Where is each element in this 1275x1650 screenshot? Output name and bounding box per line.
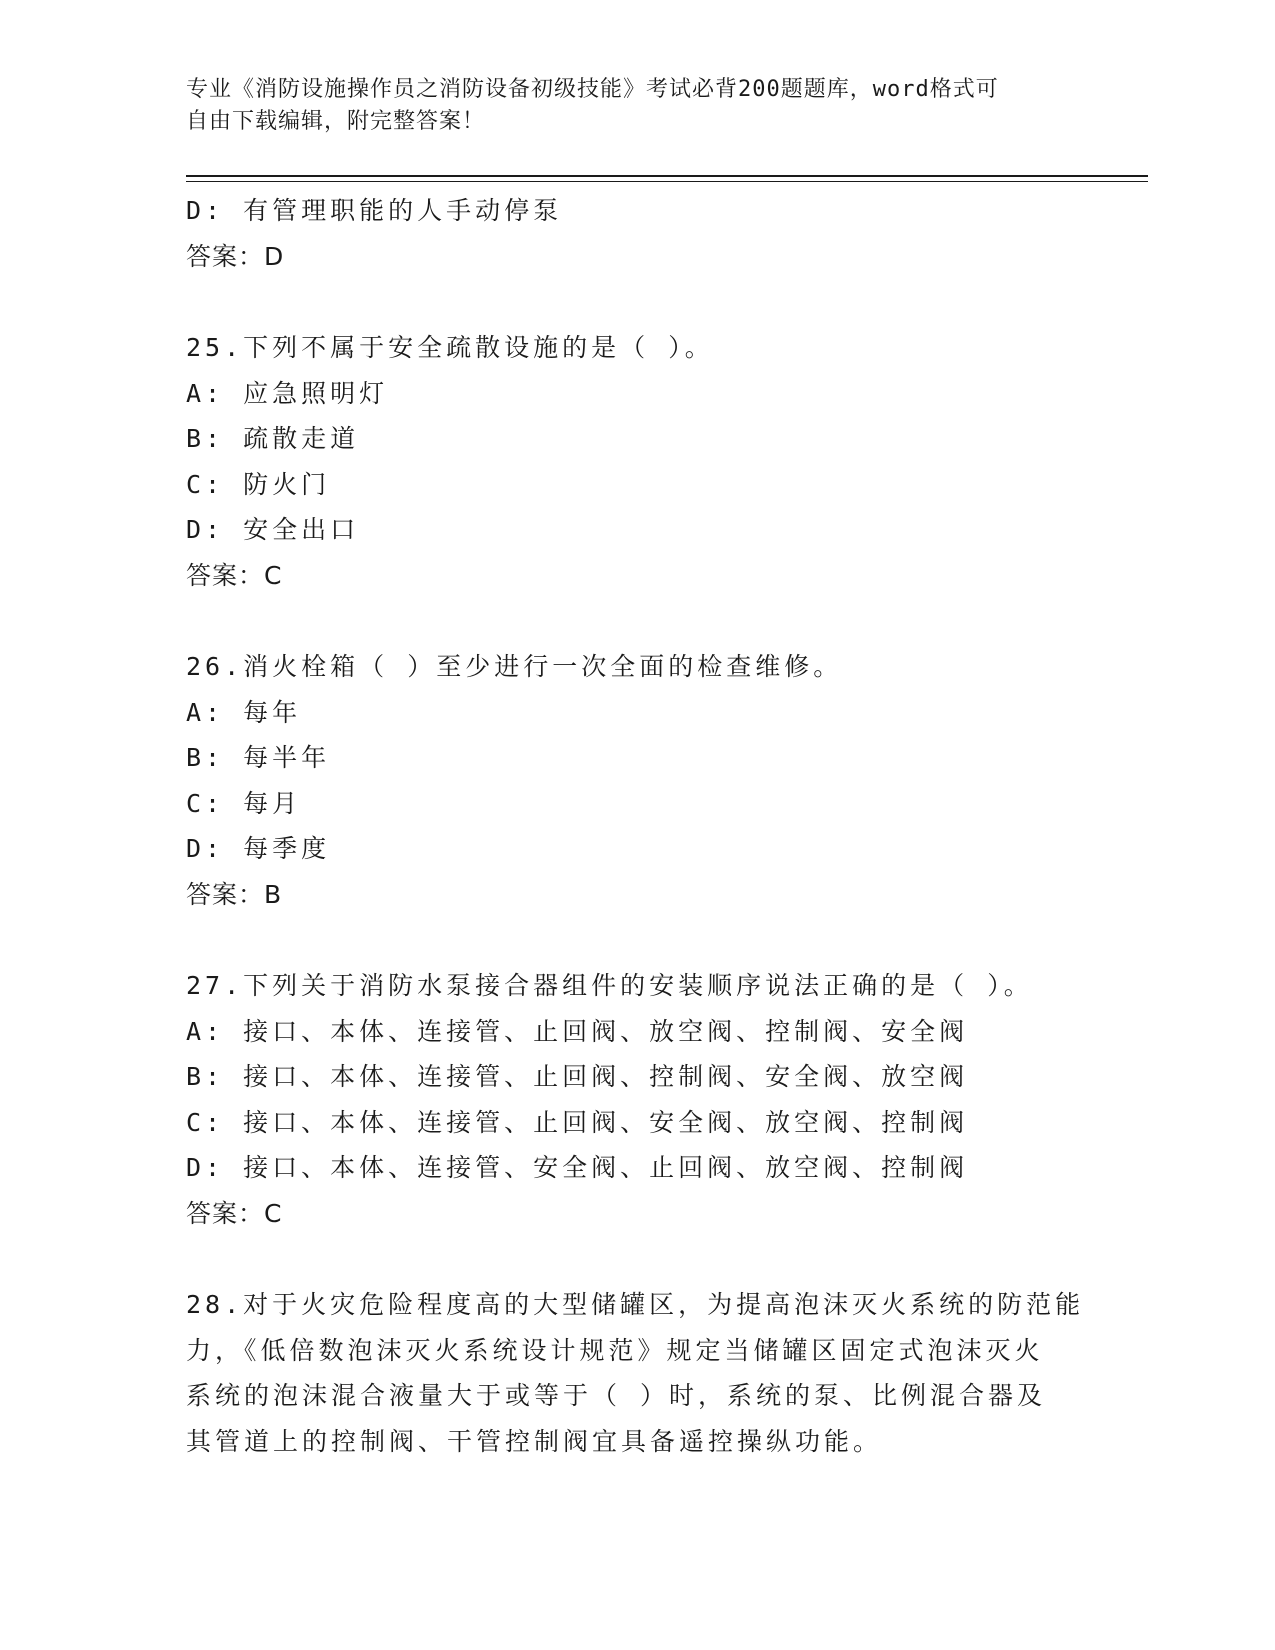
option-d: D: 每季度 [186, 834, 331, 863]
option-b: B: 接口、本体、连接管、止回阀、控制阀、安全阀、放空阀 [186, 1062, 969, 1091]
option-c: C: 每月 [186, 788, 302, 818]
header-line-1: 专业《消防设施操作员之消防设备初级技能》考试必背200题题库，word格式可 [186, 77, 999, 102]
option-a: A: 接口、本体、连接管、止回阀、放空阀、控制阀、安全阀 [186, 1016, 969, 1046]
question-28 [186, 1282, 1086, 1464]
answer: 答案：D [186, 241, 285, 271]
header-line-2: 自由下载编辑，附完整答案！ [186, 109, 486, 134]
option-d: D: 接口、本体、连接管、安全阀、止回阀、放空阀、控制阀 [186, 1153, 969, 1182]
header-rule-thin [186, 181, 1148, 182]
answer: 答案：C [186, 560, 283, 590]
question-27 [186, 963, 1086, 1236]
page-header [186, 74, 1066, 138]
question-stem-line-1: 28.对于火灾危险程度高的大型储罐区，为提高泡沫灭火系统的防范能 [186, 1290, 1085, 1319]
question-list [186, 188, 1086, 1464]
question-24 [186, 188, 1086, 279]
option-b: B: 每半年 [186, 743, 331, 772]
question-stem: 25.下列不属于安全疏散设施的是（ ）。 [186, 333, 714, 362]
option-a: A: 每年 [186, 697, 302, 727]
answer: 答案：C [186, 1198, 283, 1228]
question-26 [186, 644, 1086, 917]
question-stem-line-3: 系统的泡沫混合液量大于或等于（ ）时，系统的泵、比例混合器及 [186, 1381, 1047, 1410]
question-stem-line-4: 其管道上的控制阀、干管控制阀宜具备遥控操纵功能。 [186, 1426, 883, 1456]
option-d: D: 安全出口 [186, 515, 360, 544]
question-stem-line-2: 力，《低倍数泡沫灭火系统设计规范》规定当储罐区固定式泡沫灭火 [186, 1335, 1044, 1365]
option-b: B: 疏散走道 [186, 424, 360, 453]
question-stem: 26.消火栓箱（ ）至少进行一次全面的检查维修。 [186, 652, 843, 681]
option-d: D: 有管理职能的人手动停泵 [186, 196, 563, 225]
option-c: C: 接口、本体、连接管、止回阀、安全阀、放空阀、控制阀 [186, 1107, 969, 1137]
question-25 [186, 325, 1086, 598]
header-rule-thick [186, 175, 1148, 177]
option-a: A: 应急照明灯 [186, 378, 389, 408]
option-c: C: 防火门 [186, 469, 331, 499]
question-stem: 27.下列关于消防水泵接合器组件的安装顺序说法正确的是（ ）。 [186, 971, 1033, 1000]
answer: 答案：B [186, 879, 283, 909]
